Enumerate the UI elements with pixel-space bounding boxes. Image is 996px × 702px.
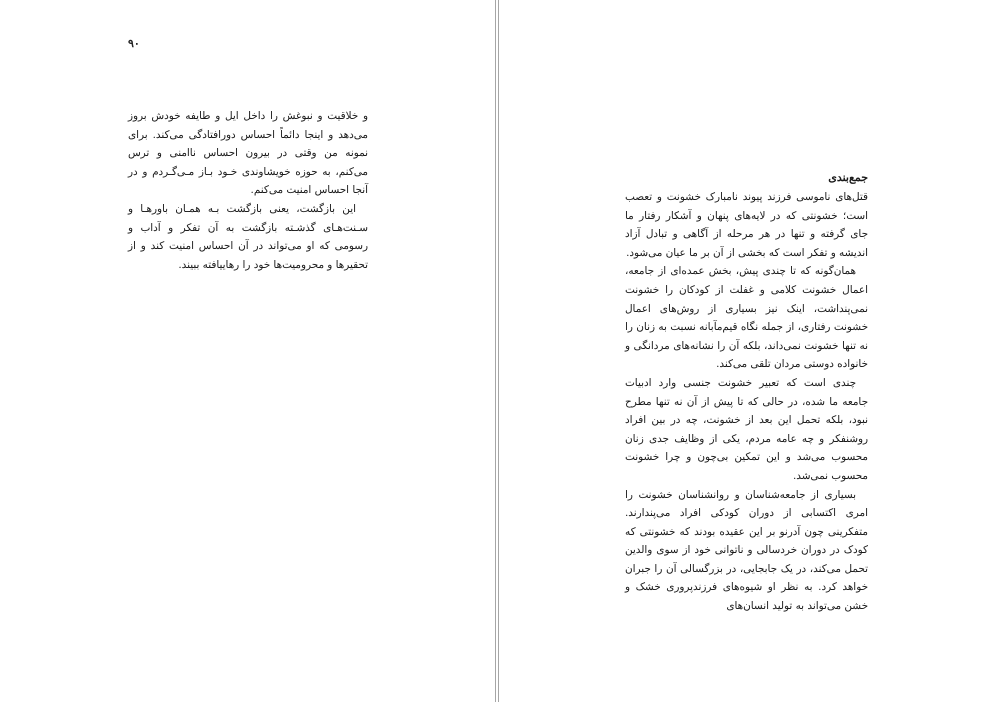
- paragraph: قتل‌های ناموسی فرزند پیوند نامبارک خشونت و تعصب است؛ خشونتی که در لایه‌های پنهان و آشکار رفتار ما جای گرفته و تنها در هر مرحله از آگاهی و تبادل آزاد اندیشه و تفکر است که بخشی از آن بر ما عیان می‌شود.: [625, 191, 868, 259]
- left-page: [0, 0, 494, 702]
- left-page-text: [128, 107, 368, 274]
- right-page-text: [625, 169, 868, 616]
- page-number: ۹۰: [128, 37, 140, 50]
- page-divider: [498, 0, 499, 702]
- page-divider: [495, 0, 496, 702]
- paragraph: چندی است که تعبیر خشونت جنسی وارد ادبیات جامعه ما شده، در حالی که تا پیش از آن نه تنها مطرح نبود، بلکه تحمل این بعد از خشونت، چه در بین افراد روشنفکر و چه عامه مردم، یکی از وظایف جدی زنان محسوب می‌شد و این تمکین بی‌چون و چرا خشونت محسوب نمی‌شد.: [625, 376, 868, 482]
- paragraph: این بازگشت، یعنی بازگشت بـه همـان باورهـا و سـنت‌هـای گذشـته بازگشت به آن تفکر و آداب و رسومی که او می‌تواند در آن احساس امنیت کند و از تحقیرها و محرومیت‌ها خود را رهاییافته ببیند.: [128, 202, 368, 271]
- section-heading: جمع‌بندی: [828, 171, 868, 184]
- paragraph: و خلاقیت و نبوغش را داخل ایل و طایفه خودش بروز می‌دهد و اینجا دائماً احساس دورافتادگی می‌کند. برای نمونه من وقتی در بیرون احساس ناامنی و ترس می‌کنم، به حوزه خویشاوندی خـود بـاز مـی‌گـردم و در آنجا احساس امنیت می‌کنم.: [128, 110, 368, 197]
- paragraph: همان‌گونه که تا چندی پیش، بخش عمده‌ای از جامعه، اعمال خشونت کلامی و غفلت از کودکان را خشونت نمی‌پنداشت، اینک نیز بسیاری از روش‌های اعمال خشونت رفتاری، از جمله نگاه قیم‌مآبانه نسبت به زنان را نه تنها خشونت نمی‌داند، بلکه آن را نشانه‌های مردانگی و خانواده دوستی مردان تلقی می‌کند.: [625, 265, 868, 371]
- paragraph: بسیاری از جامعه‌شناسان و روانشناسان خشونت را امری اکتسابی از دوران کودکی افراد می‌پندارند. متفکرینی چون آدرنو بر این عقیده بودند که خشونتی که کودک در دوران خردسالی و ناتوانی خود از سوی والدین تحمل می‌کند، در یک جابجایی، در بزرگسالی آن را جبران خواهد کرد. به نظر او شیوه‌های فرزندپروری خشک و خشن می‌تواند به تولید انسان‌های: [625, 488, 868, 613]
